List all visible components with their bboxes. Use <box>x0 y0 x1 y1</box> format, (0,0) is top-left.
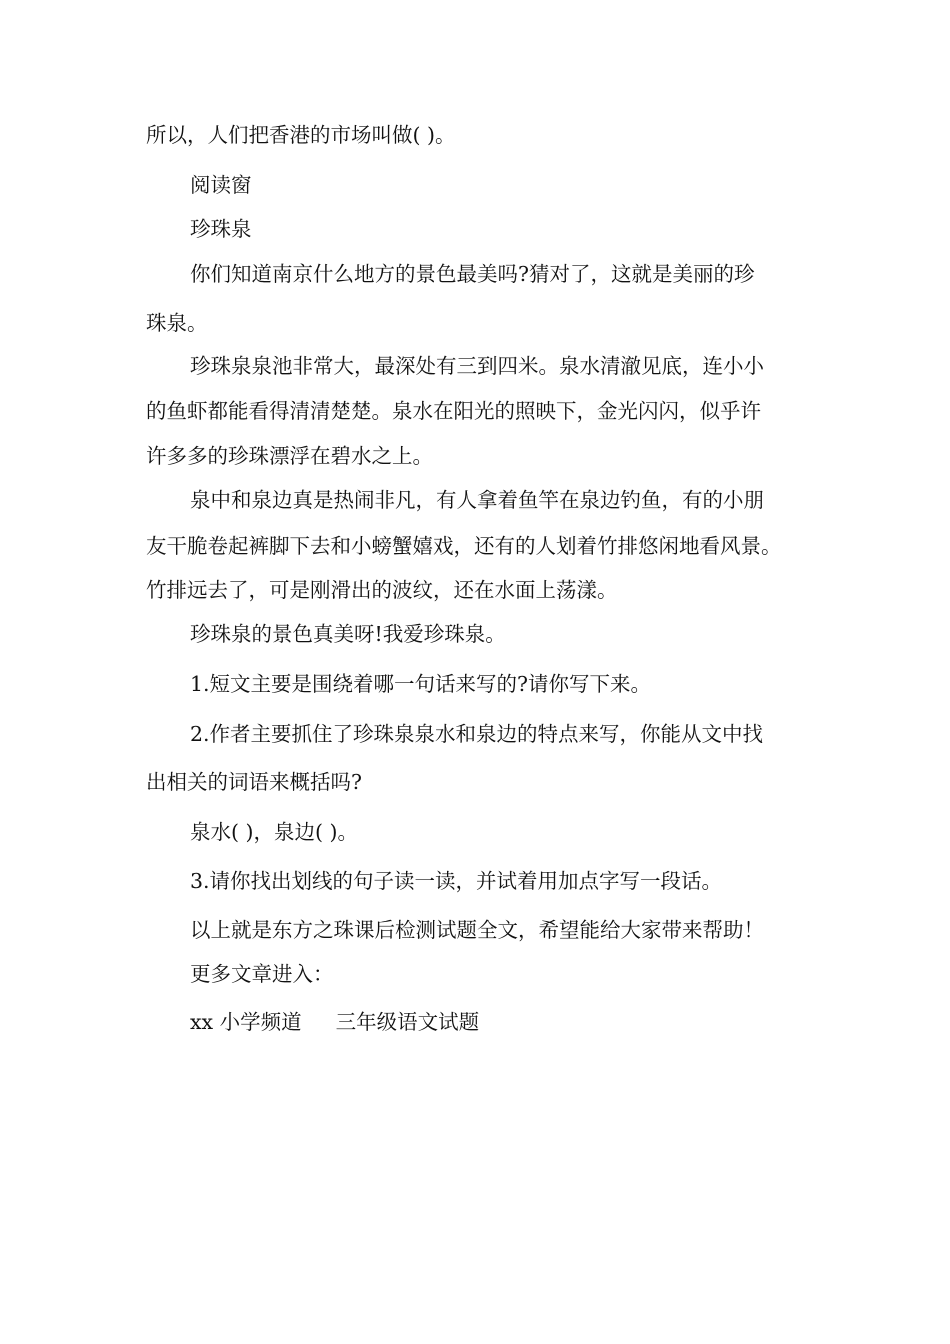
text-line: 的鱼虾都能看得清清楚楚。泉水在阳光的照映下，金光闪闪，似乎许 <box>146 399 761 423</box>
question-2: 2.作者主要抓住了珍珠泉泉水和泉边的特点来写，你能从文中找 <box>190 722 764 746</box>
link-grade3-chinese-tests[interactable]: 三年级语文试题 <box>335 1010 480 1034</box>
text-line: 许多多的珍珠漂浮在碧水之上。 <box>146 444 433 468</box>
answer-blanks: 泉水( )，泉边( )。 <box>190 820 359 844</box>
text-line: 友干脆卷起裤脚下去和小螃蟹嬉戏，还有的人划着竹排悠闲地看风景。 <box>146 534 782 558</box>
section-heading: 阅读窗 <box>190 173 252 197</box>
link-primary-channel[interactable]: xx 小学频道 <box>190 1010 302 1034</box>
text-line: 珍珠泉泉池非常大，最深处有三到四米。泉水清澈见底，连小小 <box>190 354 764 378</box>
text-line: 所以，人们把香港的市场叫做( )。 <box>146 123 456 147</box>
question-2-continued: 出相关的词语来概括吗? <box>146 770 362 794</box>
article-title: 珍珠泉 <box>190 217 252 241</box>
text-line: 竹排远去了，可是刚滑出的波纹，还在水面上荡漾。 <box>146 578 618 602</box>
closing-line: 以上就是东方之珠课后检测试题全文，希望能给大家带来帮助！ <box>190 918 764 942</box>
text-line: 珍珠泉的景色真美呀!我爱珍珠泉。 <box>190 622 506 646</box>
text-line: 你们知道南京什么地方的景色最美吗?猜对了，这就是美丽的珍 <box>190 262 755 286</box>
text-line: 珠泉。 <box>146 311 208 335</box>
question-3: 3.请你找出划线的句子读一读，并试着用加点字写一段话。 <box>190 869 723 893</box>
related-links <box>190 1008 479 1036</box>
more-articles-label: 更多文章进入： <box>190 962 334 986</box>
question-1: 1.短文主要是围绕着哪一句话来写的?请你写下来。 <box>190 672 652 696</box>
text-line: 泉中和泉边真是热闹非凡，有人拿着鱼竿在泉边钓鱼，有的小朋 <box>190 488 764 512</box>
